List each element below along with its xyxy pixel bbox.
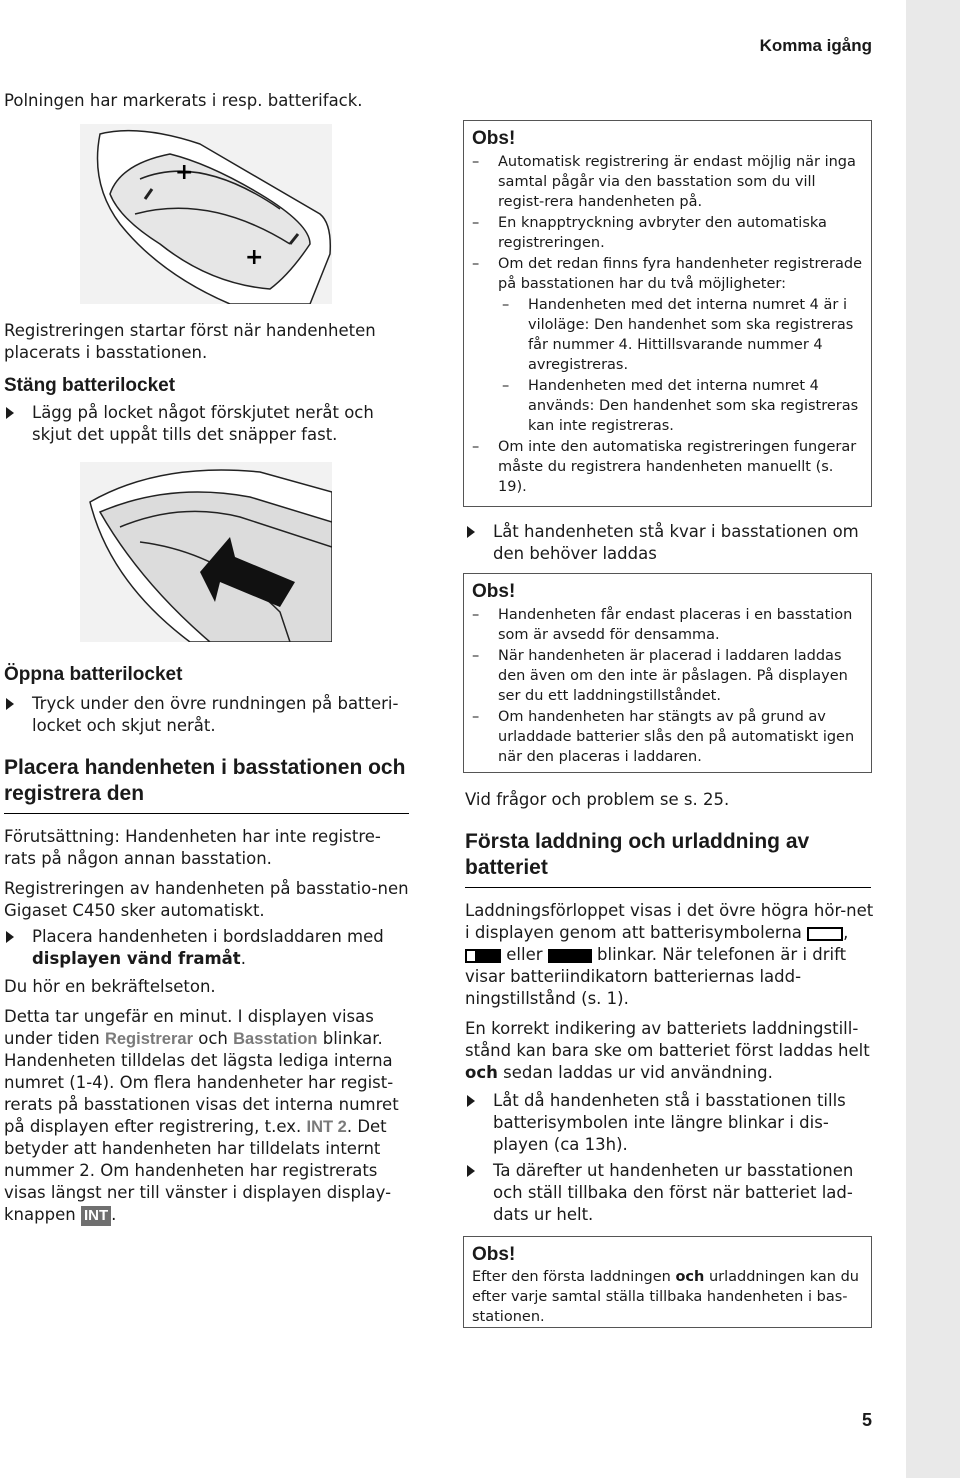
close-cover-step-text: Lägg på locket något förskjutet neråt och skjut det uppåt tills det snäpper fast. [32, 403, 374, 444]
registration-text: Registreringen startar först när handenheten placerats i basstationen. [4, 321, 376, 362]
note-box-charging [463, 573, 872, 773]
note-item: – Om handenheten har stängts av på grund av urladdade batterier slås den på automatiskt igen när den placeras i laddaren. [472, 709, 855, 765]
battery-full-icon [548, 949, 592, 963]
charge-eller: eller [506, 945, 543, 964]
note-text-1: Efter den första laddningen [472, 1269, 676, 1285]
details-text-4: . Det betyder att handenheten har tilldelats internt nummer 2. Om handenheten har registrerats visas längst ner till vänster i displayen display-knappen [4, 1117, 392, 1224]
open-cover-section [4, 663, 414, 737]
indication-och: och [465, 1063, 498, 1082]
place-prerequisite: Förutsättning: Handenheten har inte registre-rats på någon annan basstation. [4, 827, 381, 868]
note-subitem: – Handenheten med det interna numret 4 används: Den handenhet som ska registreras kan inte registreras. [502, 378, 859, 434]
place-step-emphasis: displayen vänd framåt [32, 949, 241, 968]
open-cover-heading: Öppna batterilocket [4, 664, 183, 685]
open-cover-step-text: Tryck under den övre rundningen på batteri-locket och skjut neråt. [32, 694, 399, 735]
battery-compartment-illustration [80, 124, 332, 304]
left-column [4, 90, 414, 112]
details-text-5: . [111, 1205, 117, 1224]
note-subitem: – Handenheten med det interna numret 4 är i viloläge: Den handenhet som ska registreras får nummer 4. Hittillsvarande nummer 4 avregistreras. [502, 297, 854, 373]
note-title: Obs! [472, 128, 516, 149]
int-display-key: INT [81, 1206, 111, 1226]
display-text-registrerar: Registrerar [104, 1030, 193, 1048]
charge-section-heading: Första laddning och urladdning av batteriet [465, 829, 871, 888]
charge-step-2 [465, 1160, 875, 1226]
charge-sep: , [843, 923, 849, 942]
page-margin-bar [906, 0, 960, 1478]
svg-text:+: + [175, 160, 194, 185]
polarity-text: Polningen har markerats i resp. batterifack. [4, 91, 363, 110]
note-item-text: Om handenheten har stängts av på grund av urladdade batterier slås den på automatiskt igen när den placeras i laddaren. [498, 709, 855, 765]
leave-step-wrap [465, 521, 875, 565]
charge-column [465, 789, 875, 1226]
registration-details [4, 1006, 409, 1226]
step-arrow-icon [467, 526, 475, 538]
note-item: – Automatisk registrering är endast möjlig när inga samtal pågår via den basstation som du vill regist-rera handenheten på. [472, 154, 856, 210]
note-subitem-text: Handenheten med det interna numret 4 är i viloläge: Den handenhet som ska registreras får nummer 4. Hittillsvarande nummer 4 avregistreras. [528, 297, 854, 373]
note-item-text: Om inte den automatiska registreringen fungerar måste du registrera handenheten manuellt (s. 19). [498, 439, 857, 495]
page-number: 5 [861, 1410, 872, 1430]
step-arrow-icon [467, 1095, 475, 1107]
charge-indicator-text [465, 900, 875, 1010]
battery-cover-illustration [80, 462, 332, 642]
note-och: och [675, 1269, 705, 1285]
leave-step-text: Låt handenheten stå kvar i basstationen om den behöver laddas [493, 522, 859, 563]
note-item: – Handenheten får endast placeras i en basstation som är avsedd för densamma. [472, 607, 853, 643]
confirmation-tone-text: Du hör en bekräftelseton. [4, 977, 216, 996]
details-text-2: och [193, 1029, 234, 1048]
place-step-end: . [240, 949, 246, 968]
battery-empty-icon [807, 927, 843, 941]
indication-text-1: En korrekt indikering av batteriets laddningstill-stånd kan bara ske om batteriet först laddas helt [465, 1019, 870, 1060]
note-title: Obs! [472, 581, 516, 602]
place-section-heading: Placera handenheten i basstationen och registrera den [4, 755, 409, 814]
leave-in-base-step [465, 521, 875, 565]
note-item: – Om det redan finns fyra handenheter registrerade på basstationen har du två möjligheter: [472, 256, 863, 292]
note-subitem-text: Handenheten med det interna numret 4 används: Den handenhet som ska registreras kan inte registreras. [528, 378, 859, 434]
charge-text-2: blinkar. När telefonen är i drift visar batteriindikatorn batteriernas ladd-ningstillstånd (s. 1). [465, 945, 847, 1008]
place-auto-text: Registreringen av handenheten på basstatio-nen Gigaset C450 sker automatiskt. [4, 879, 409, 920]
note-item-text: En knapptryckning avbryter den automatiska registreringen. [498, 215, 827, 251]
place-section [4, 755, 409, 1226]
note-item: – Om inte den automatiska registreringen fungerar måste du registrera handenheten manuellt (s. 19). [472, 439, 857, 495]
indication-text-2: sedan laddas ur vid användning. [497, 1063, 773, 1082]
open-cover-step [4, 693, 414, 737]
details-text-1: Detta tar ungefär en minut. I displayen visas under tiden [4, 1007, 374, 1048]
note-item-text: Om det redan finns fyra handenheter registrerade på basstationen har du två möjligheter: [498, 256, 863, 292]
display-text-basstation: Basstation [233, 1030, 318, 1048]
battery-partial-icon [465, 949, 501, 963]
note-item-text: När handenheten är placerad i laddaren laddas den även om den inte är påslagen. På displayen ser du ett laddningstillståndet. [498, 648, 848, 704]
note-item-text: Handenheten får endast placeras i en basstation som är avsedd för densamma. [498, 607, 853, 643]
registration-note [4, 320, 414, 446]
note-item-text: Automatisk registrering är endast möjlig när inga samtal pågår via den basstation som du vill regist-rera handenheten på. [498, 154, 856, 210]
step-arrow-icon [6, 698, 14, 710]
correct-indication-text [465, 1018, 875, 1084]
charge-step-2-text: Ta därefter ut handenheten ur basstationen och ställ tillbaka den först när batteriet lad-dats ur helt. [493, 1161, 854, 1224]
display-text-int2: INT 2 [306, 1118, 347, 1136]
place-step [4, 926, 409, 970]
charge-step-1 [465, 1090, 875, 1156]
note-text-2: urladdningen kan du efter varje samtal ställa tillbaka handenheten i bas-stationen. [472, 1269, 859, 1325]
section-header: Komma igång [759, 36, 872, 55]
note-item: – När handenheten är placerad i laddaren laddas den även om den inte är påslagen. På displayen ser du ett laddningstillståndet. [472, 648, 848, 704]
charge-step-1-text: Låt då handenheten stå i basstationen tills batterisymbolen inte längre blinkar i dis-playen (ca 13h). [493, 1091, 846, 1154]
step-arrow-icon [467, 1165, 475, 1177]
note-item: – En knapptryckning avbryter den automatiska registreringen. [472, 215, 827, 251]
step-arrow-icon [6, 407, 14, 419]
step-arrow-icon [6, 931, 14, 943]
note-text [472, 1267, 863, 1327]
close-cover-heading: Stäng batterilocket [4, 375, 176, 396]
note-box-registration [463, 120, 872, 507]
place-step-text: Placera handenheten i bordsladdaren med [32, 927, 384, 946]
charge-text-1: Laddningsförloppet visas i det övre högra hör-net i displayen genom att batterisymbolerna [465, 901, 874, 942]
svg-text:+: + [245, 245, 264, 270]
questions-reference: Vid frågor och problem se s. 25. [465, 790, 730, 809]
details-text-3: blinkar. Handenheten tilldelas det lägsta lediga interna numret (1-4). Om flera handenheter har regist-rerats på basstationen visas det interna numret på displayen efter registrering, t.ex. [4, 1029, 399, 1136]
note-title: Obs! [472, 1244, 516, 1265]
note-box-first-charge [463, 1236, 872, 1328]
close-cover-step [4, 402, 414, 446]
